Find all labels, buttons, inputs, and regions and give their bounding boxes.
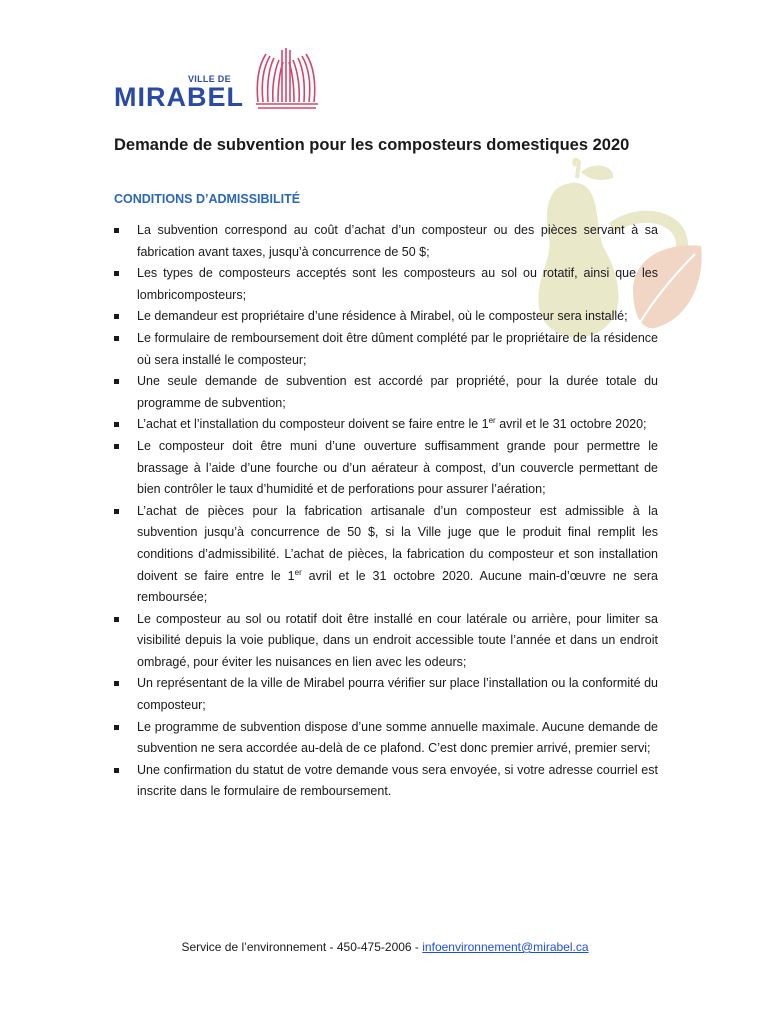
condition-text: Le demandeur est propriétaire d’une résidence à Mirabel, où le composteur sera installé; <box>137 309 628 324</box>
square-bullet-icon <box>114 681 119 686</box>
condition-text: Le programme de subvention dispose d’une somme annuelle maximale. Aucune demande de subvention ne sera accordée au-delà de ce plafond. C’est donc premier arrivé, premier servi; <box>137 719 658 756</box>
ville-de-mirabel-logo <box>114 44 324 114</box>
square-bullet-icon <box>114 725 119 730</box>
square-bullet-icon <box>114 509 119 514</box>
email-link[interactable]: infoenvironnement@mirabel.ca <box>422 940 589 954</box>
ordinal-superscript: er <box>294 567 302 577</box>
section-heading-eligibility: CONDITIONS D’ADMISSIBILITÉ <box>114 192 301 206</box>
condition-text-before: L’achat de pièces pour la fabrication artisanale d’un composteur est admissible à la subvention jusqu’à concurrence de 50 $, si la Ville juge que le produit final remplit les conditions d’admissibilité. L’achat de pièces, la fabrication du composteur et son installation doivent se faire entre le 1 <box>137 503 658 583</box>
square-bullet-icon <box>114 617 119 622</box>
list-item <box>114 436 658 501</box>
logo-emblem-icon <box>252 44 324 112</box>
square-bullet-icon <box>114 271 119 276</box>
footer-text: Service de l’environnement - 450-475-2006 - <box>181 940 423 954</box>
condition-text-before: L’achat et l’installation du composteur doivent se faire entre le 1 <box>137 417 489 432</box>
condition-text: La subvention correspond au coût d’achat d’un composteur ou des pièces servant à sa fabrication avant taxes, jusqu’à concurrence de 50 $; <box>137 223 658 259</box>
square-bullet-icon <box>114 422 119 427</box>
square-bullet-icon <box>114 379 119 384</box>
footer-contact <box>0 940 770 954</box>
list-item <box>114 328 658 371</box>
list-item <box>114 306 658 328</box>
list-item <box>114 263 658 306</box>
document-title: Demande de subvention pour les composteurs domestiques 2020 <box>114 136 630 154</box>
list-item <box>114 371 658 414</box>
list-item <box>114 609 658 674</box>
list-item <box>114 414 658 436</box>
ordinal-superscript: er <box>488 416 496 426</box>
condition-text: Une seule demande de subvention est accordé par propriété, pour la durée totale du programme de subvention; <box>137 374 658 410</box>
eligibility-conditions-list <box>114 220 658 803</box>
list-item <box>114 501 658 609</box>
condition-text: Une confirmation du statut de votre demande vous sera envoyée, si votre adresse courriel est inscrite dans le formulaire de remboursement. <box>137 762 658 799</box>
square-bullet-icon <box>114 314 119 319</box>
list-item <box>114 760 658 803</box>
condition-text: Le composteur doit être muni d’une ouverture suffisamment grande pour permettre le brassage à l’aide d’une fourche ou d’un aérateur à compost, d’un couvercle permettant de bien contrôler le taux d’humidité et de perforations pour assurer l’aération; <box>137 438 658 497</box>
logo-mirabel-text: MIRABEL <box>114 82 244 112</box>
condition-text: Le formulaire de remboursement doit être dûment complété par le propriétaire de la résidence où sera installé le composteur; <box>137 330 658 367</box>
condition-text: Un représentant de la ville de Mirabel pourra vérifier sur place l’installation ou la conformité du composteur; <box>137 676 658 713</box>
square-bullet-icon <box>114 228 119 233</box>
condition-text-after: avril et le 31 octobre 2020; <box>495 417 647 432</box>
square-bullet-icon <box>114 336 119 341</box>
square-bullet-icon <box>114 768 119 773</box>
condition-text: Les types de composteurs acceptés sont les composteurs au sol ou rotatif, ainsi que les lombricomposteurs; <box>137 266 658 302</box>
list-item <box>114 220 658 263</box>
condition-text-after: avril et le 31 octobre 2020. Aucune main-d’œuvre ne sera remboursée; <box>137 568 658 605</box>
square-bullet-icon <box>114 444 119 449</box>
list-item <box>114 717 658 760</box>
list-item <box>114 673 658 716</box>
logo-ville-de-text: VILLE DE <box>188 74 231 84</box>
condition-text: Le composteur au sol ou rotatif doit être installé en cour latérale ou arrière, pour limiter sa visibilité depuis la voie publique, dans un endroit accessible toute l’année et dans un endroit ombragé, pour éviter les nuisances en lien avec les odeurs; <box>137 611 658 669</box>
